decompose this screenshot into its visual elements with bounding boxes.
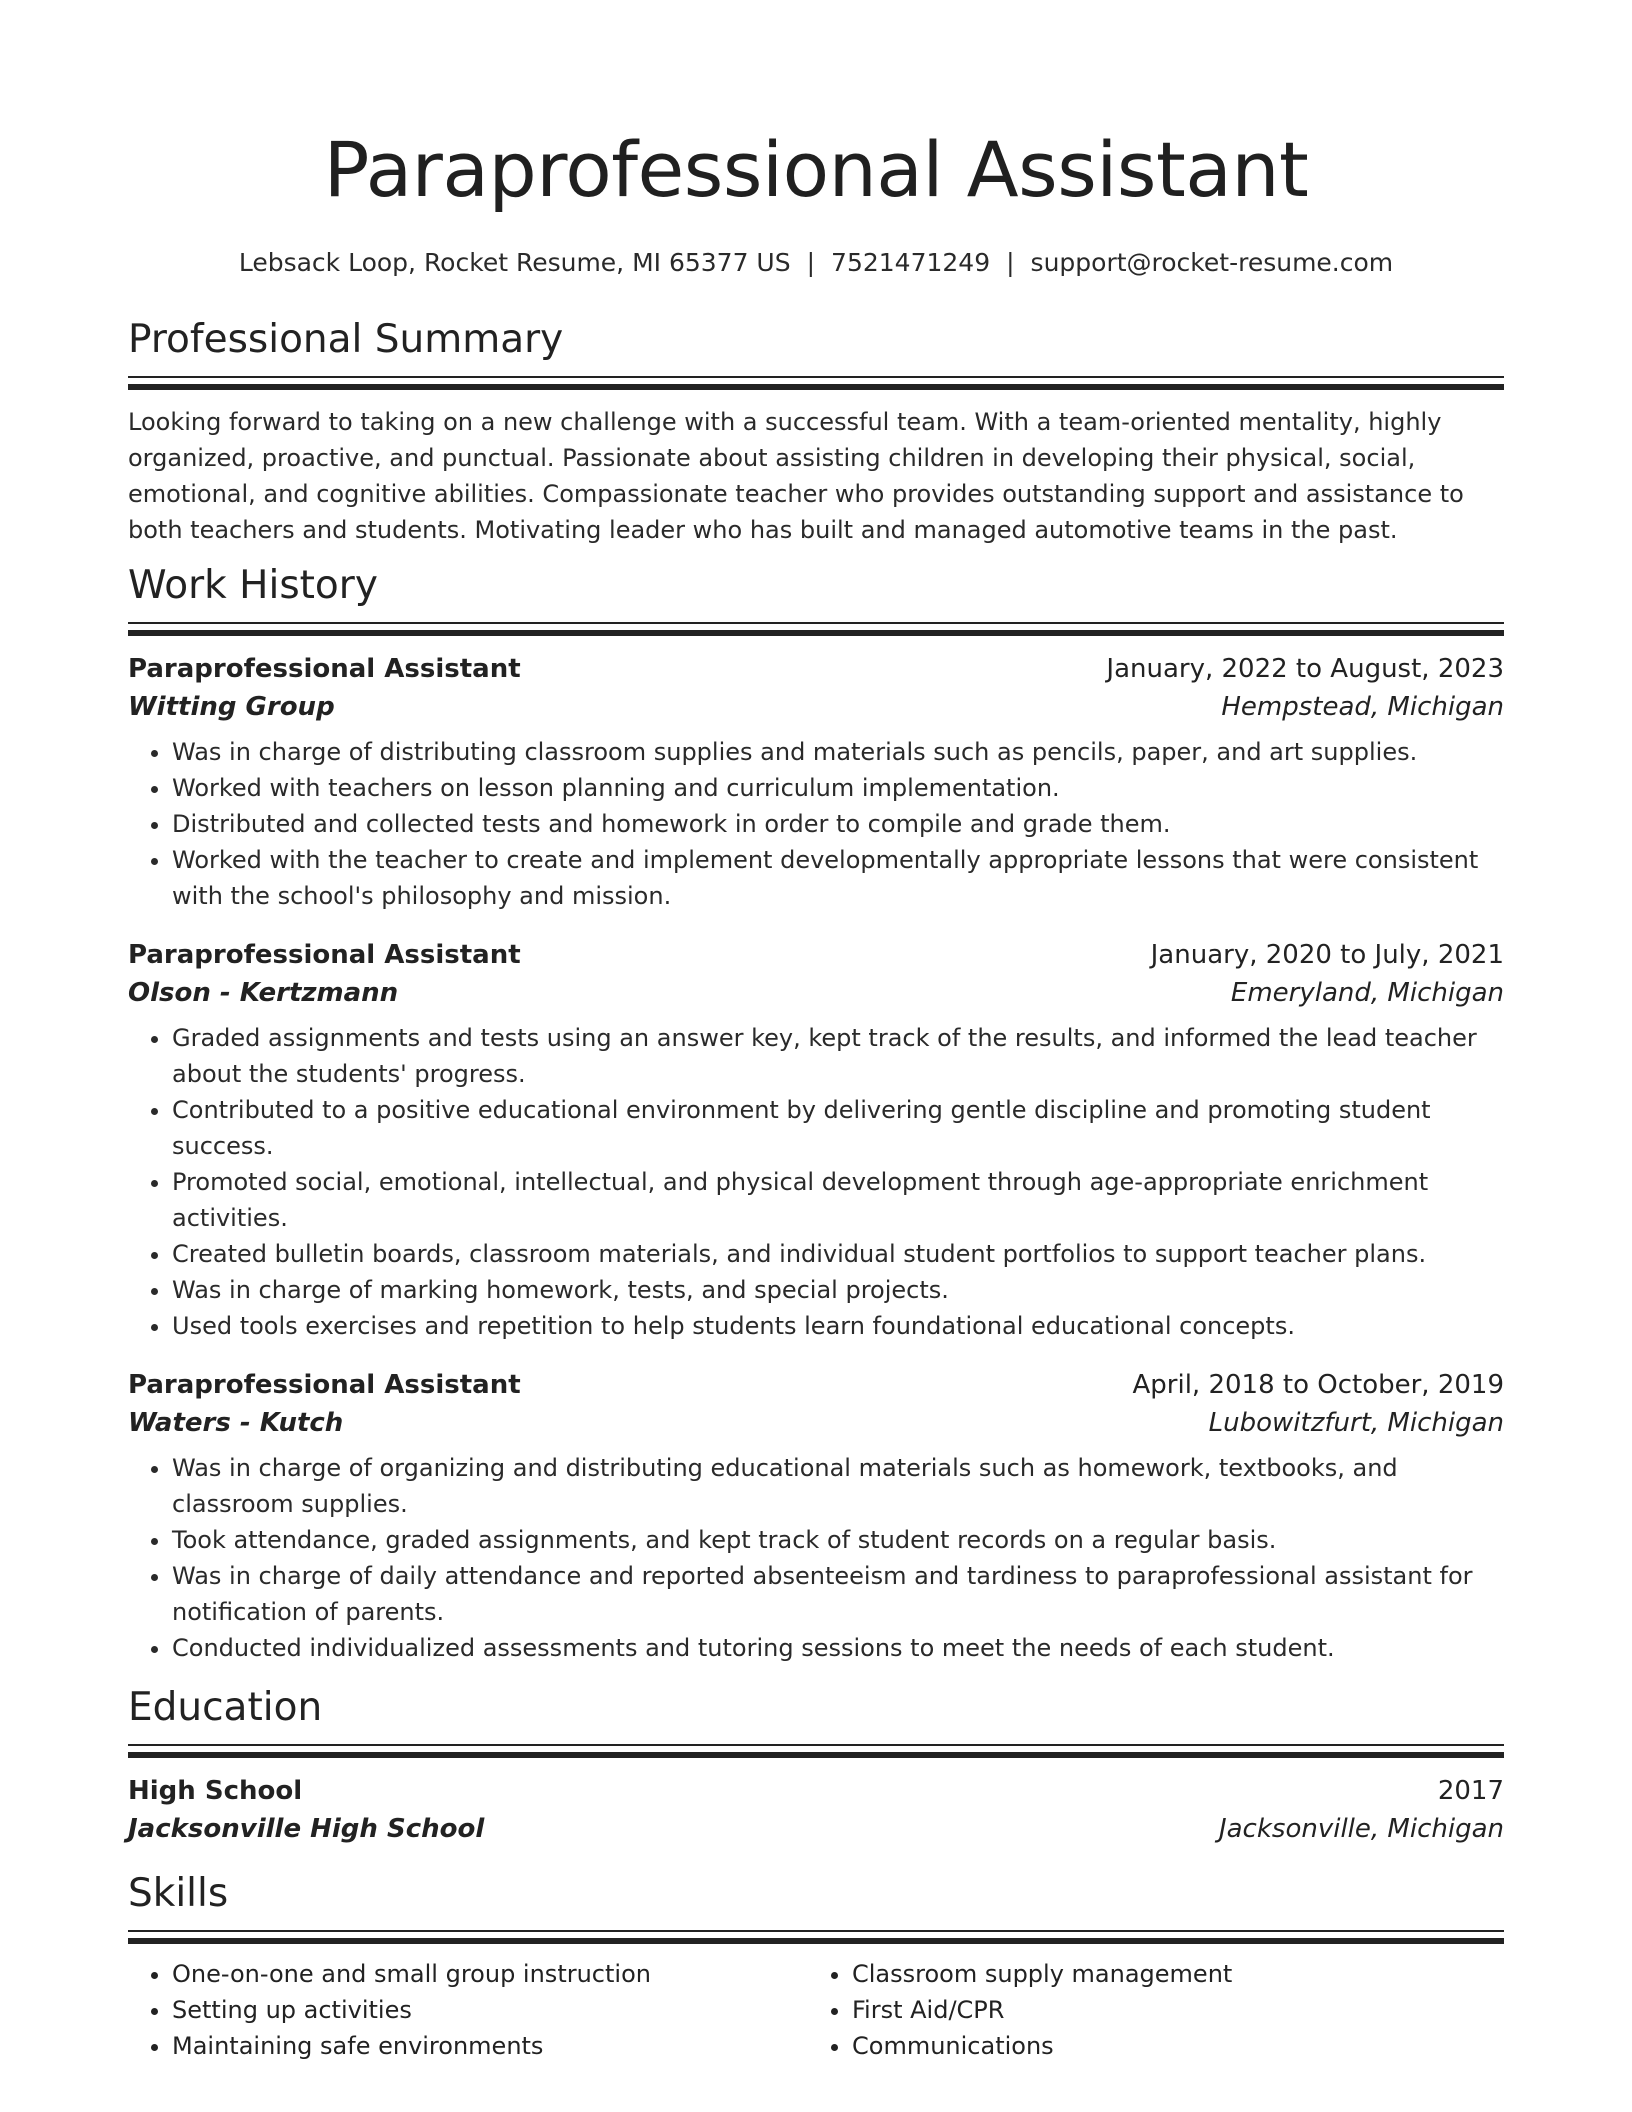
section-divider bbox=[128, 1930, 1504, 1944]
job-company: Witting Group bbox=[128, 692, 335, 722]
contact-line bbox=[128, 248, 1504, 278]
resume-page bbox=[128, 0, 1504, 2064]
page-title: Paraprofessional Assistant bbox=[323, 125, 1309, 214]
job-bullets bbox=[128, 1020, 1504, 1344]
job-dates: April, 2018 to October, 2019 bbox=[1132, 1370, 1504, 1400]
email-text: support@rocket-resume.com bbox=[1030, 248, 1394, 277]
list-item: • Was in charge of organizing and distributing educational materials such as homework, textbooks, and classroom supplies. bbox=[172, 1450, 1504, 1522]
education-location: Jacksonville, Michigan bbox=[1218, 1814, 1504, 1844]
job-company: Olson - Kertzmann bbox=[128, 978, 399, 1008]
skill-item: • First Aid/CPR bbox=[852, 1992, 1488, 2028]
skills-list-left bbox=[128, 1956, 808, 2064]
job-company: Waters - Kutch bbox=[128, 1408, 344, 1438]
job-title: Paraprofessional Assistant bbox=[128, 654, 521, 684]
list-item: • Took attendance, graded assignments, and kept track of student records on a regular basis. bbox=[172, 1522, 1504, 1558]
job-location: Lubowitzfurt, Michigan bbox=[1208, 1408, 1504, 1438]
job-bullets bbox=[128, 1450, 1504, 1666]
job-entry bbox=[128, 650, 1504, 914]
list-item: • Was in charge of distributing classroom supplies and materials such as pencils, paper, and art supplies. bbox=[172, 734, 1504, 770]
skills-columns bbox=[128, 1956, 1504, 2064]
skill-item: • Classroom supply management bbox=[852, 1956, 1488, 1992]
list-item: • Was in charge of marking homework, tests, and special projects. bbox=[172, 1272, 1504, 1308]
job-bullets bbox=[128, 734, 1504, 914]
skills-list-right bbox=[808, 1956, 1488, 2064]
contact-separator: | bbox=[1006, 248, 1015, 277]
list-item: • Distributed and collected tests and homework in order to compile and grade them. bbox=[172, 806, 1504, 842]
education-degree: High School bbox=[128, 1776, 303, 1806]
section-divider bbox=[128, 622, 1504, 636]
job-location: Emeryland, Michigan bbox=[1230, 978, 1504, 1008]
job-entry bbox=[128, 1366, 1504, 1666]
job-dates: January, 2022 to August, 2023 bbox=[1106, 654, 1504, 684]
list-item: • Worked with teachers on lesson planning and curriculum implementation. bbox=[172, 770, 1504, 806]
section-divider bbox=[128, 1744, 1504, 1758]
work-history-section bbox=[128, 562, 1504, 1666]
skill-item: • Setting up activities bbox=[172, 1992, 808, 2028]
skill-item: • Maintaining safe environments bbox=[172, 2028, 808, 2064]
summary-text: Looking forward to taking on a new challenge with a successful team. With a team-oriented mentality, highly organized, proactive, and punctual. Passionate about assisting children in developing their physical, social, emotional, and cognitive abilities. Compassionate teacher who provides outstanding support and assistance to both teachers and students. Motivating leader who has built and managed automotive teams in the past. bbox=[128, 408, 1464, 544]
section-title-work-history: Work History bbox=[128, 563, 378, 608]
job-title: Paraprofessional Assistant bbox=[128, 940, 521, 970]
summary-section bbox=[128, 316, 1504, 548]
education-year: 2017 bbox=[1437, 1776, 1504, 1806]
education-section bbox=[128, 1684, 1504, 1848]
education-school: Jacksonville High School bbox=[128, 1814, 485, 1844]
job-location: Hempstead, Michigan bbox=[1221, 692, 1504, 722]
education-entry bbox=[128, 1772, 1504, 1848]
list-item: • Worked with the teacher to create and implement developmentally appropriate lessons that were consistent with the school's philosophy and mission. bbox=[172, 842, 1504, 914]
skills-section bbox=[128, 1870, 1504, 2064]
contact-separator: | bbox=[806, 248, 816, 277]
skill-item: • Communications bbox=[852, 2028, 1488, 2064]
job-entry bbox=[128, 936, 1504, 1344]
skill-item: • One-on-one and small group instruction bbox=[172, 1956, 808, 1992]
phone-text: 7521471249 bbox=[831, 248, 991, 277]
address-text: Lebsack Loop, Rocket Resume, MI 65377 US bbox=[238, 248, 791, 277]
list-item: • Conducted individualized assessments and tutoring sessions to meet the needs of each student. bbox=[172, 1630, 1504, 1666]
list-item: • Graded assignments and tests using an answer key, kept track of the results, and informed the lead teacher about the students' progress. bbox=[172, 1020, 1504, 1092]
list-item: • Used tools exercises and repetition to help students learn foundational educational concepts. bbox=[172, 1308, 1504, 1344]
section-title-skills: Skills bbox=[128, 1871, 229, 1916]
section-divider bbox=[128, 376, 1504, 390]
list-item: • Created bulletin boards, classroom materials, and individual student portfolios to support teacher plans. bbox=[172, 1236, 1504, 1272]
job-title: Paraprofessional Assistant bbox=[128, 1370, 521, 1400]
list-item: • Promoted social, emotional, intellectual, and physical development through age-appropriate enrichment activities. bbox=[172, 1164, 1504, 1236]
list-item: • Was in charge of daily attendance and reported absenteeism and tardiness to paraprofessional assistant for notification of parents. bbox=[172, 1558, 1504, 1630]
section-title-education: Education bbox=[128, 1685, 323, 1730]
list-item: • Contributed to a positive educational environment by delivering gentle discipline and promoting student success. bbox=[172, 1092, 1504, 1164]
job-dates: January, 2020 to July, 2021 bbox=[1150, 940, 1504, 970]
section-title-summary: Professional Summary bbox=[128, 317, 564, 362]
